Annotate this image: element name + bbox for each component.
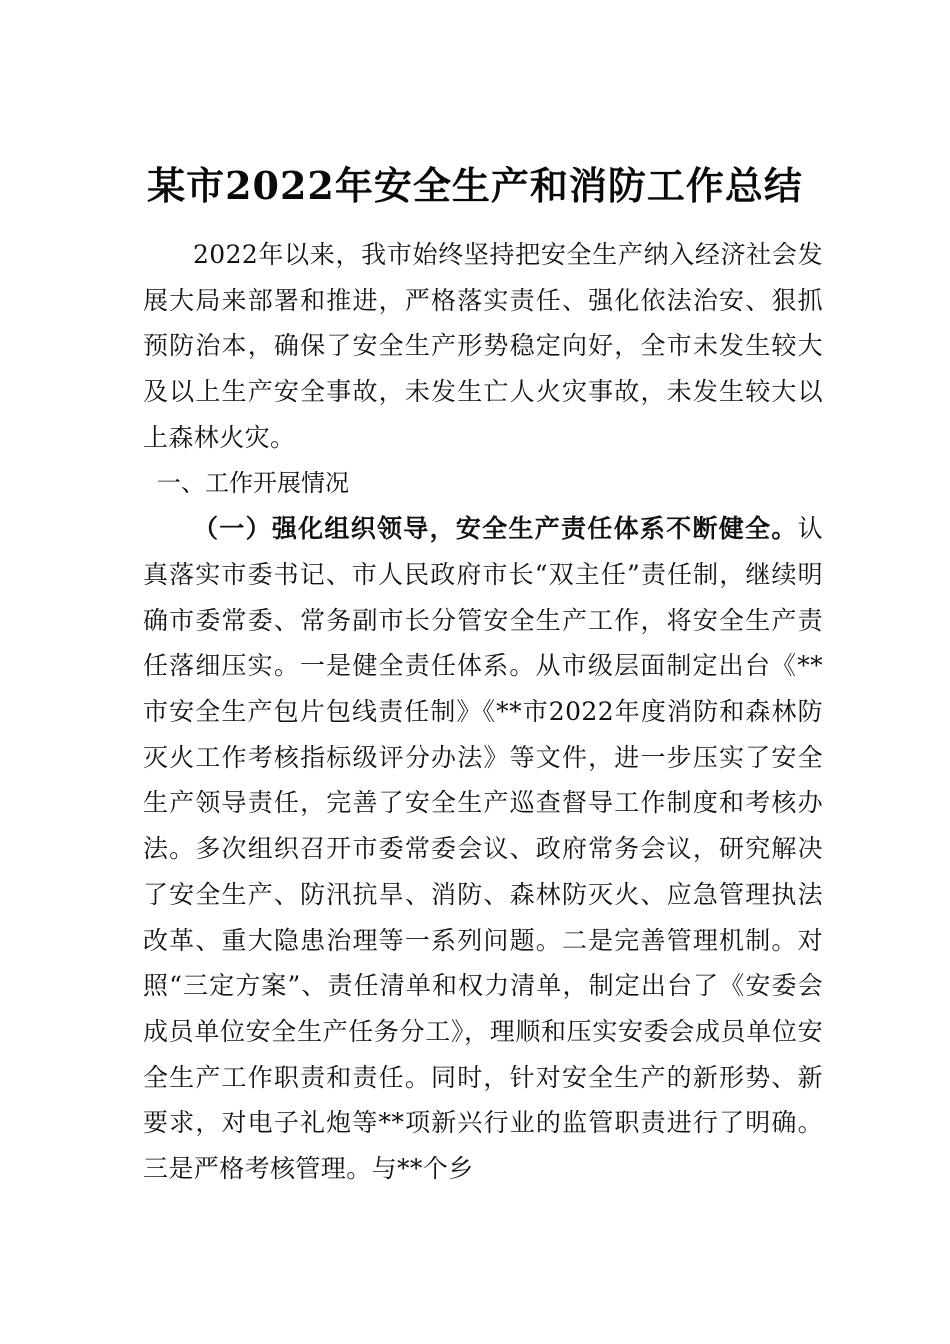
subsection-paragraph — [143, 506, 823, 1192]
subsection-body: 认真落实市委书记、市人民政府市长“双主任”责任制，继续明确市委常委、常务副市长分管安全生产工作，将安全生产责任落细压实。一是健全责任体系。从市级层面制定出台《**市安全生产包片包线责任制》《**市2022年度消防和森林防灭火工作考核指标级评分办法》等文件，进一步压实了安全生产领导责任，完善了安全生产巡查督导工作制度和考核办法。多次组织召开市委常委会议、政府常务会议，研究解决了安全生产、防汛抗旱、消防、森林防灭火、应急管理执法改革、重大隐患治理等一系列问题。二是完善管理机制。对照“三定方案”、责任清单和权力清单，制定出台了《安委会成员单位安全生产任务分工》，理顺和压实安委会成员单位安全生产工作职责和责任。同时，针对安全生产的新形势、新要求，对电子礼炮等**项新兴行业的监管职责进行了明确。三是严格考核管理。与**个乡 — [143, 514, 823, 1184]
document-body — [143, 232, 823, 1192]
section-heading: 一、工作开展情况 — [157, 468, 349, 497]
document-title: 某市2022年安全生产和消防工作总结 — [147, 163, 803, 209]
subsection-lead: （一）强化组织领导，安全生产责任体系不断健全。 — [193, 514, 798, 544]
intro-paragraph: 2022年以来，我市始终坚持把安全生产纳入经济社会发展大局来部署和推进，严格落实责任、强化依法治安、狠抓预防治本，确保了安全生产形势稳定向好，全市未发生较大及以上生产安全事故，未发生亡人火灾事故，未发生较大以上森林火灾。 — [143, 240, 823, 452]
